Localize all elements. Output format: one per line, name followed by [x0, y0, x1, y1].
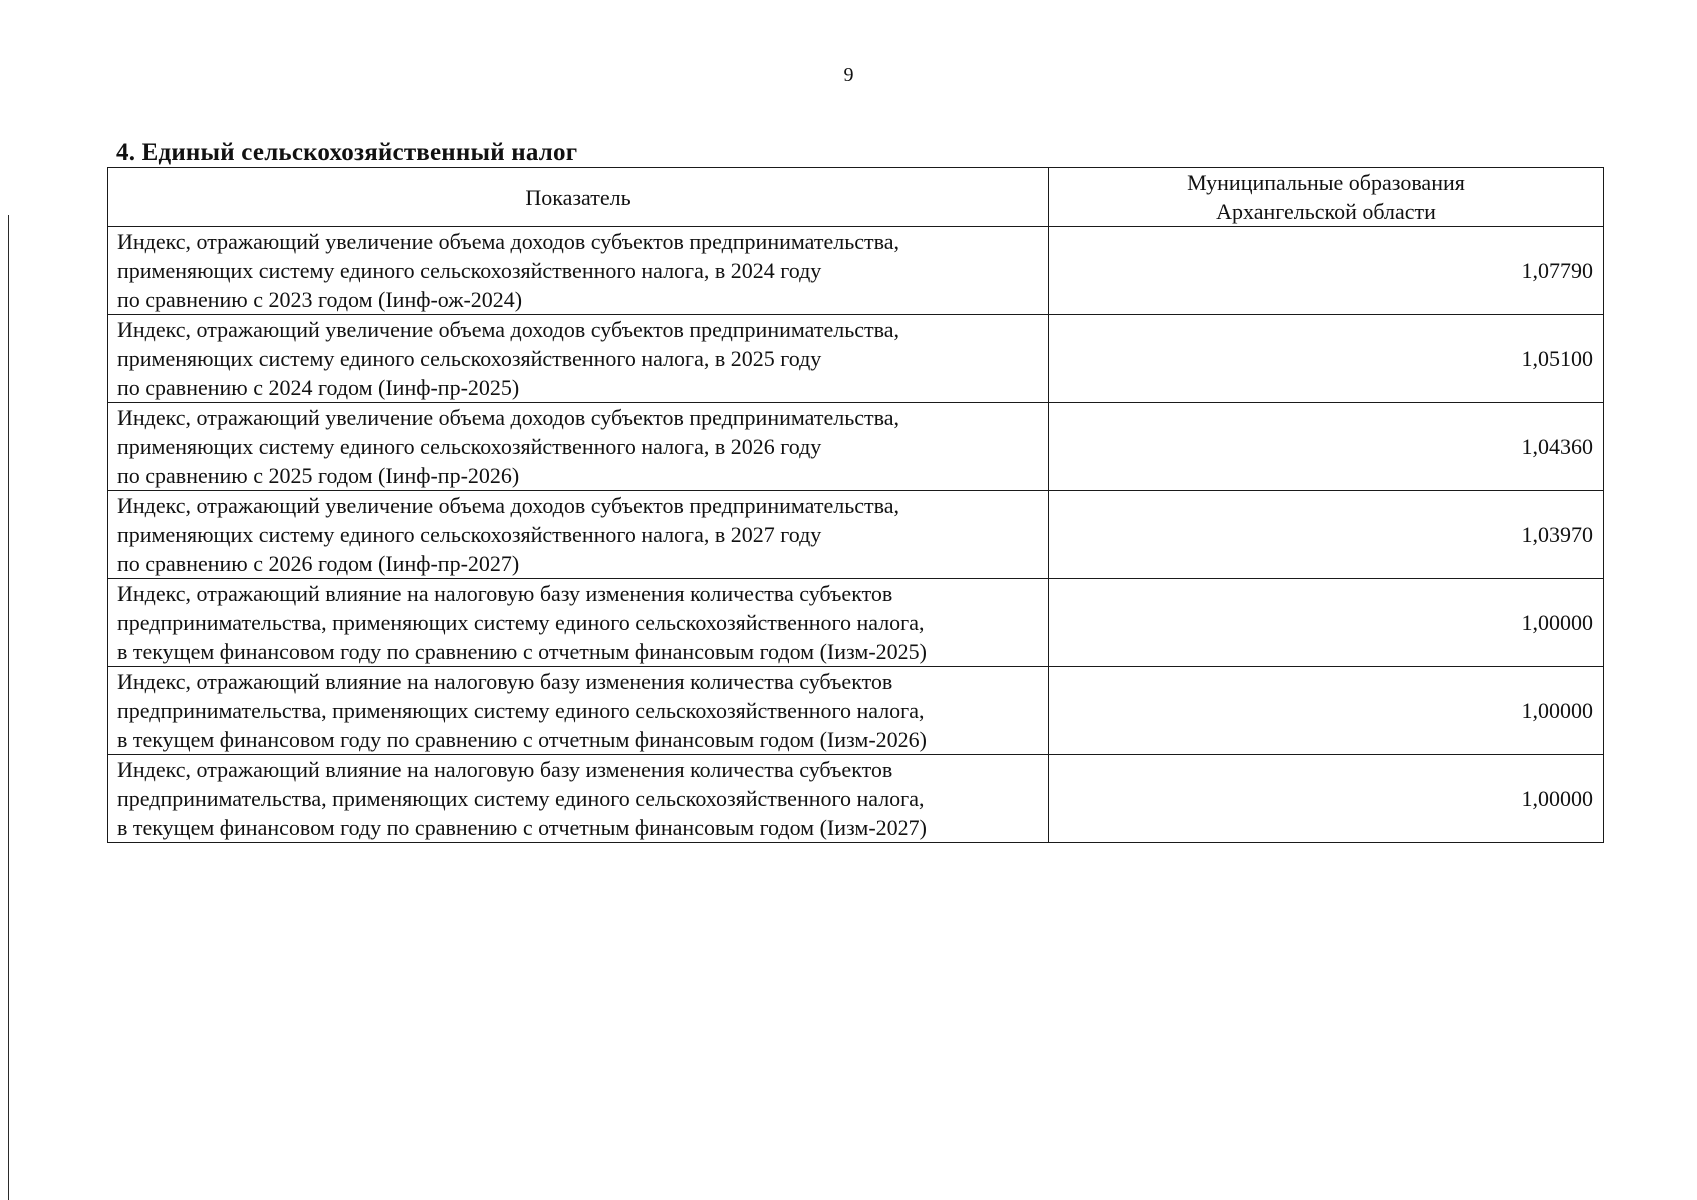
indicator-line: в текущем финансовом году по сравнению с отчетным финансовым годом (Iизм-2026)	[117, 727, 927, 752]
table-row	[108, 403, 1604, 491]
indicator-line: Индекс, отражающий увеличение объема доходов субъектов предпринимательства,	[117, 493, 899, 518]
value-cell: 1,00000	[1049, 667, 1604, 755]
table-row	[108, 315, 1604, 403]
indicator-line: предпринимательства, применяющих систему единого сельскохозяйственного налога,	[117, 610, 925, 635]
section-title: 4. Единый сельскохозяйственный налог	[116, 139, 578, 166]
indicator-line: Индекс, отражающий увеличение объема доходов субъектов предпринимательства,	[117, 405, 899, 430]
value-cell: 1,04360	[1049, 403, 1604, 491]
indicator-cell	[108, 667, 1049, 755]
indicator-cell	[108, 755, 1049, 843]
table-header-row	[108, 168, 1604, 227]
indicator-cell	[108, 491, 1049, 579]
table-row	[108, 667, 1604, 755]
value-cell: 1,03970	[1049, 491, 1604, 579]
indicator-line: по сравнению с 2026 годом (Iинф-пр-2027)	[117, 551, 520, 576]
table-row	[108, 227, 1604, 315]
indicator-line: Индекс, отражающий влияние на налоговую базу изменения количества субъектов	[117, 581, 893, 606]
header-municipalities-line2: Архангельской области	[1216, 199, 1436, 224]
indicator-line: предпринимательства, применяющих систему единого сельскохозяйственного налога,	[117, 786, 925, 811]
value-cell: 1,00000	[1049, 755, 1604, 843]
indicator-line: по сравнению с 2025 годом (Iинф-пр-2026)	[117, 463, 520, 488]
table-row	[108, 755, 1604, 843]
indicator-cell	[108, 579, 1049, 667]
indicator-cell	[108, 227, 1049, 315]
indicator-line: Индекс, отражающий влияние на налоговую базу изменения количества субъектов	[117, 757, 893, 782]
indicator-line: применяющих систему единого сельскохозяйственного налога, в 2026 году	[117, 434, 822, 459]
indicator-line: Индекс, отражающий увеличение объема доходов субъектов предпринимательства,	[117, 229, 899, 254]
table-row	[108, 491, 1604, 579]
indicator-line: Индекс, отражающий влияние на налоговую базу изменения количества субъектов	[117, 669, 893, 694]
value-cell: 1,00000	[1049, 579, 1604, 667]
header-municipalities	[1049, 168, 1604, 227]
indicator-cell	[108, 315, 1049, 403]
indicator-line: по сравнению с 2024 годом (Iинф-пр-2025)	[117, 375, 520, 400]
indicator-line: Индекс, отражающий увеличение объема доходов субъектов предпринимательства,	[117, 317, 899, 342]
indicator-line: применяющих систему единого сельскохозяйственного налога, в 2024 году	[117, 258, 822, 283]
indicator-line: в текущем финансовом году по сравнению с отчетным финансовым годом (Iизм-2027)	[117, 815, 927, 840]
value-cell: 1,07790	[1049, 227, 1604, 315]
table-row	[108, 579, 1604, 667]
page-number: 9	[843, 64, 854, 86]
tax-indicators-table	[107, 167, 1604, 843]
header-municipalities-line1: Муниципальные образования	[1187, 170, 1465, 195]
scan-edge-line	[8, 215, 9, 1200]
indicator-cell	[108, 403, 1049, 491]
indicator-line: применяющих систему единого сельскохозяйственного налога, в 2027 году	[117, 522, 822, 547]
indicator-line: применяющих систему единого сельскохозяйственного налога, в 2025 году	[117, 346, 822, 371]
value-cell: 1,05100	[1049, 315, 1604, 403]
indicator-line: по сравнению с 2023 годом (Iинф-ож-2024)	[117, 287, 523, 312]
indicator-line: предпринимательства, применяющих систему единого сельскохозяйственного налога,	[117, 698, 925, 723]
header-indicator: Показатель	[108, 168, 1049, 227]
indicator-line: в текущем финансовом году по сравнению с отчетным финансовым годом (Iизм-2025)	[117, 639, 927, 664]
